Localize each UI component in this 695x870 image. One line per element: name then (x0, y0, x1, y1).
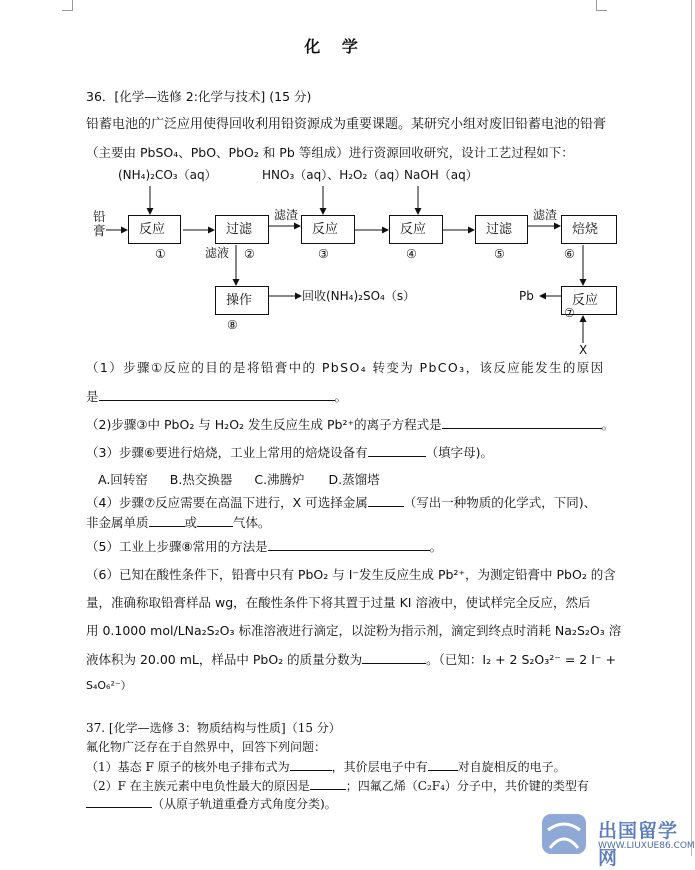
watermark-logo (540, 812, 695, 869)
step-3-reaction-box: 反应 (301, 215, 355, 244)
q36-3-suffix: （填字母)。 (425, 445, 494, 460)
input-lead-paste: 铅膏 (93, 209, 106, 238)
answer-blank[interactable] (368, 444, 426, 457)
q37-2-line (86, 777, 589, 794)
answer-blank[interactable] (442, 416, 602, 429)
q36-6-text: 液体积为 20.00 mL，样品中 PbO₂ 的质量分数为 (86, 652, 363, 667)
q36-6-line3: 用 0.1000 mol/LNa₂S₂O₃ 标准溶液进行滴定，以淀粉为指示剂，滴定到终点时消耗 Na₂S₂O₃ 溶 (86, 623, 622, 638)
filtrate-label: 滤液 (205, 246, 230, 260)
answer-blank[interactable] (99, 388, 335, 401)
step-8-operation-box: 操作 (215, 286, 269, 315)
answer-blank[interactable] (310, 777, 346, 790)
q37-2-mid: ；四氟乙烯（C₂F₄）分子中，共价键的类型有 (345, 779, 589, 793)
pb-output-label: Pb (519, 289, 534, 303)
option-d: D.蒸馏塔 (328, 472, 380, 487)
q37-1-text: （1）基态 F 原子的核外电子排布式为 (86, 760, 290, 774)
q36-4-gas: 气体。 (233, 515, 271, 530)
step-number: ⑧ (227, 318, 238, 332)
reagent-nh4-2co3: (NH₄)₂CO₃（aq） (118, 168, 217, 182)
q37-1-end: 对自旋相反的电子。 (457, 760, 566, 774)
step-number: ① (155, 247, 166, 261)
watermark-url: WWW.LIUXUE86.COM (598, 841, 695, 851)
step-number: ③ (318, 247, 329, 261)
q36-6-line4 (86, 651, 616, 668)
q36-4-nonmetal: 非金属单质 (86, 515, 149, 530)
q36-intro-2: （主要由 PbSO₄、PbO、PbO₂ 和 Pb 等组成）进行资源回收研究，设计工艺过程如下： (86, 145, 574, 160)
option-a: A.回转窑 (98, 472, 148, 487)
answer-blank[interactable] (290, 758, 332, 771)
q36-4-or: 或 (184, 515, 198, 530)
q37-2-text: （2）F 在主族元素中电负性最大的原因是 (86, 779, 310, 793)
q36-2-line (86, 416, 614, 433)
q36-header: 36．[化学—选修 2:化学与技术] (15 分) (86, 89, 312, 104)
q37-intro: 氟化物广泛存在于自然界中，回答下列问题： (86, 740, 327, 754)
q36-1-line2 (86, 388, 347, 405)
step-number: ⑦ (564, 306, 575, 320)
q36-1-prefix: 是 (86, 389, 99, 404)
q36-3-line (86, 444, 493, 461)
q36-6-line1: （6）已知在酸性条件下，铅膏中只有 PbO₂ 与 I⁻发生反应生成 Pb²⁺，为测定铅膏中 PbO₂ 的含 (86, 567, 616, 582)
step-6-roast-box: 焙烧 (561, 215, 617, 244)
q36-3-options (98, 472, 380, 488)
q36-5-text: （5）工业上步骤⑧常用的方法是 (86, 539, 268, 554)
recover-label: 回收(NH₄)₂SO₄（s） (302, 289, 416, 303)
option-c: C.沸腾炉 (254, 472, 305, 487)
step-2-filter-box: 过滤 (215, 215, 269, 244)
period: 。 (334, 389, 348, 404)
q37-2-line2 (86, 795, 337, 812)
q37-2-end: （从原子轨道重叠方式角度分类)。 (152, 797, 337, 811)
period: 。 (601, 417, 615, 432)
step-number: ⑤ (494, 247, 505, 261)
answer-blank[interactable] (362, 651, 426, 664)
q36-4-line2 (86, 514, 271, 531)
reagent-hno3-h2o2: HNO₃（aq）、H₂O₂（aq） (262, 168, 407, 182)
q36-4-text: （4）步骤⑦反应需要在高温下进行，X 可选择金属 (86, 495, 368, 510)
q36-6-line2: 量，准确称取铅膏样品 wg，在酸性条件下将其置于过量 KI 溶液中，使试样完全反应，然后 (86, 595, 591, 610)
step-4-reaction-box: 反应 (389, 215, 443, 244)
step-1-reaction-box: 反应 (128, 215, 181, 244)
q36-6-given: 。（已知：I₂ + 2 S₂O₃²⁻ = 2 I⁻ + (426, 652, 616, 667)
step-5-filter-box: 过滤 (475, 215, 528, 244)
q36-4-line1 (86, 494, 596, 511)
residue-label: 滤渣 (533, 208, 558, 222)
step-number: ⑥ (564, 247, 575, 261)
answer-blank[interactable] (197, 514, 233, 527)
logo-emblem-icon (540, 812, 590, 856)
option-b: B.热交换器 (169, 472, 233, 487)
answer-blank[interactable] (368, 494, 404, 507)
residue-label: 滤渣 (274, 208, 299, 222)
step-number: ④ (406, 247, 417, 261)
q36-intro-1: 铅蓄电池的广泛应用使得回收利用铅资源成为重要课题。某研究小组对废旧铅蓄电池的铅膏 (86, 117, 607, 132)
period: 。 (429, 539, 443, 554)
q37-header: 37. [化学—选修 3：物质结构与性质]（15 分） (86, 721, 341, 735)
answer-blank[interactable] (149, 514, 185, 527)
answer-blank[interactable] (86, 795, 152, 808)
q36-3-text: （3）步骤⑥要进行焙烧，工业上常用的焙烧设备有 (86, 445, 368, 460)
x-input-label: X (579, 343, 588, 357)
q37-1-mid: ，其价层电子中有 (331, 760, 428, 774)
step-number: ② (244, 247, 255, 261)
q36-6-line5: S₄O₆²⁻） (86, 679, 132, 692)
answer-blank[interactable] (428, 758, 458, 771)
q36-1-text: （1）步骤①反应的目的是将铅膏中的 PbSO₄ 转变为 PbCO₃，该反应能发生的原因 (86, 360, 605, 375)
watermark-name: 出国留学网 (598, 820, 679, 869)
answer-blank[interactable] (268, 538, 430, 551)
q37-1-line (86, 758, 566, 775)
step-7-reaction-box: 反应 (561, 286, 617, 315)
q36-2-text: （2)步骤③中 PbO₂ 与 H₂O₂ 发生反应生成 Pb²⁺的离子方程式是 (86, 417, 442, 432)
reagent-naoh: NaOH（aq） (404, 168, 478, 182)
q36-5-line (86, 538, 442, 555)
page-title: 化 学 (304, 37, 366, 56)
q36-4-note: （写出一种物质的化学式，下同)、 (403, 495, 597, 510)
